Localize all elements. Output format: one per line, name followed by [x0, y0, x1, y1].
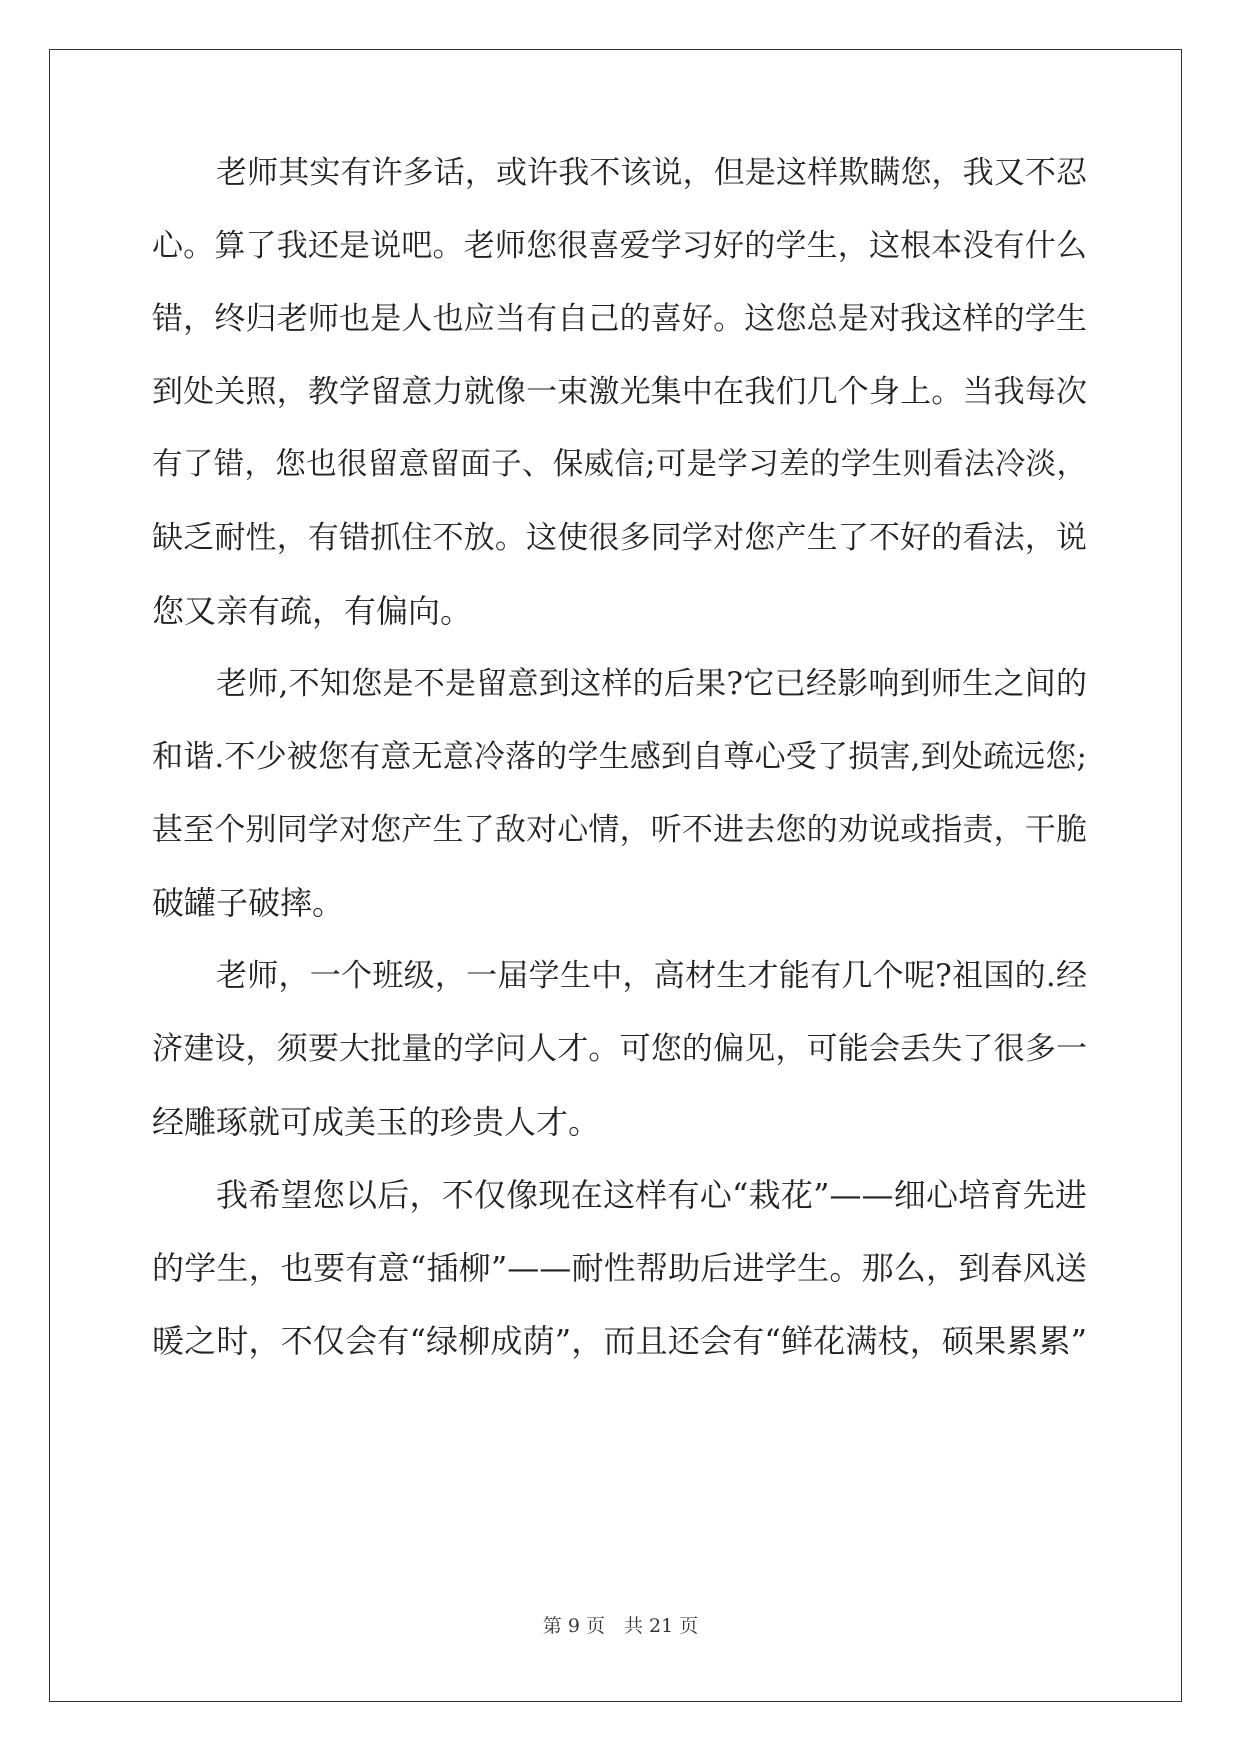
paragraph-2-line-1: 老师,不知您是不是留意到这样的后果?它已经影响到师生之间的: [216, 666, 1087, 702]
paragraph-3-line-1: 老师，一个班级，一届学生中，高材生才能有几个呢?祖国的.经: [216, 958, 1087, 994]
paragraph-1-line-5: 有了错，您也很留意留面子、保威信;可是学习差的学生则看法冷淡，: [152, 447, 1087, 482]
paragraph-1-line-4: 到处关照，教学留意力就像一束激光集中在我们几个身上。当我每次: [152, 374, 1087, 410]
page-number-footer: 第 9 页 共 21 页: [542, 1615, 699, 1637]
paragraph-2-line-2: 和谐.不少被您有意无意冷落的学生感到自尊心受了损害,到处疏远您;: [152, 739, 1087, 775]
paragraph-1-line-6: 缺乏耐性，有错抓住不放。这使很多同学对您产生了不好的看法，说: [152, 520, 1087, 556]
page-border: [49, 49, 1182, 1702]
paragraph-1-line-2: 心。算了我还是说吧。老师您很喜爱学习好的学生，这根本没有什么: [152, 228, 1087, 264]
paragraph-1-line-3: 错，终归老师也是人也应当有自己的喜好。这您总是对我这样的学生: [152, 301, 1087, 337]
paragraph-4-line-3: 暖之时，不仅会有“绿柳成荫”，而且还会有“鲜花满枝，硕果累累”: [152, 1322, 1087, 1360]
paragraph-4-line-1: 我希望您以后，不仅像现在这样有心“栽花”——细心培育先进: [216, 1176, 1087, 1214]
paragraph-3-line-2: 济建设，须要大批量的学问人才。可您的偏见，可能会丢失了很多一: [152, 1031, 1087, 1067]
paragraph-3-line-3: 经雕琢就可成美玉的珍贵人才。: [152, 1103, 601, 1141]
paragraph-1-line-1: 老师其实有许多话，或许我不该说，但是这样欺瞒您，我又不忍: [216, 155, 1087, 191]
paragraph-1-line-7: 您又亲有疏，有偏向。: [152, 592, 473, 630]
paragraph-4-line-2: 的学生，也要有意“插柳”——耐性帮助后进学生。那么，到春风送: [152, 1249, 1087, 1287]
paragraph-2-line-4: 破罐子破摔。: [152, 884, 345, 922]
paragraph-2-line-3: 甚至个别同学对您产生了敌对心情，听不进去您的劝说或指责，干脆: [152, 812, 1087, 848]
